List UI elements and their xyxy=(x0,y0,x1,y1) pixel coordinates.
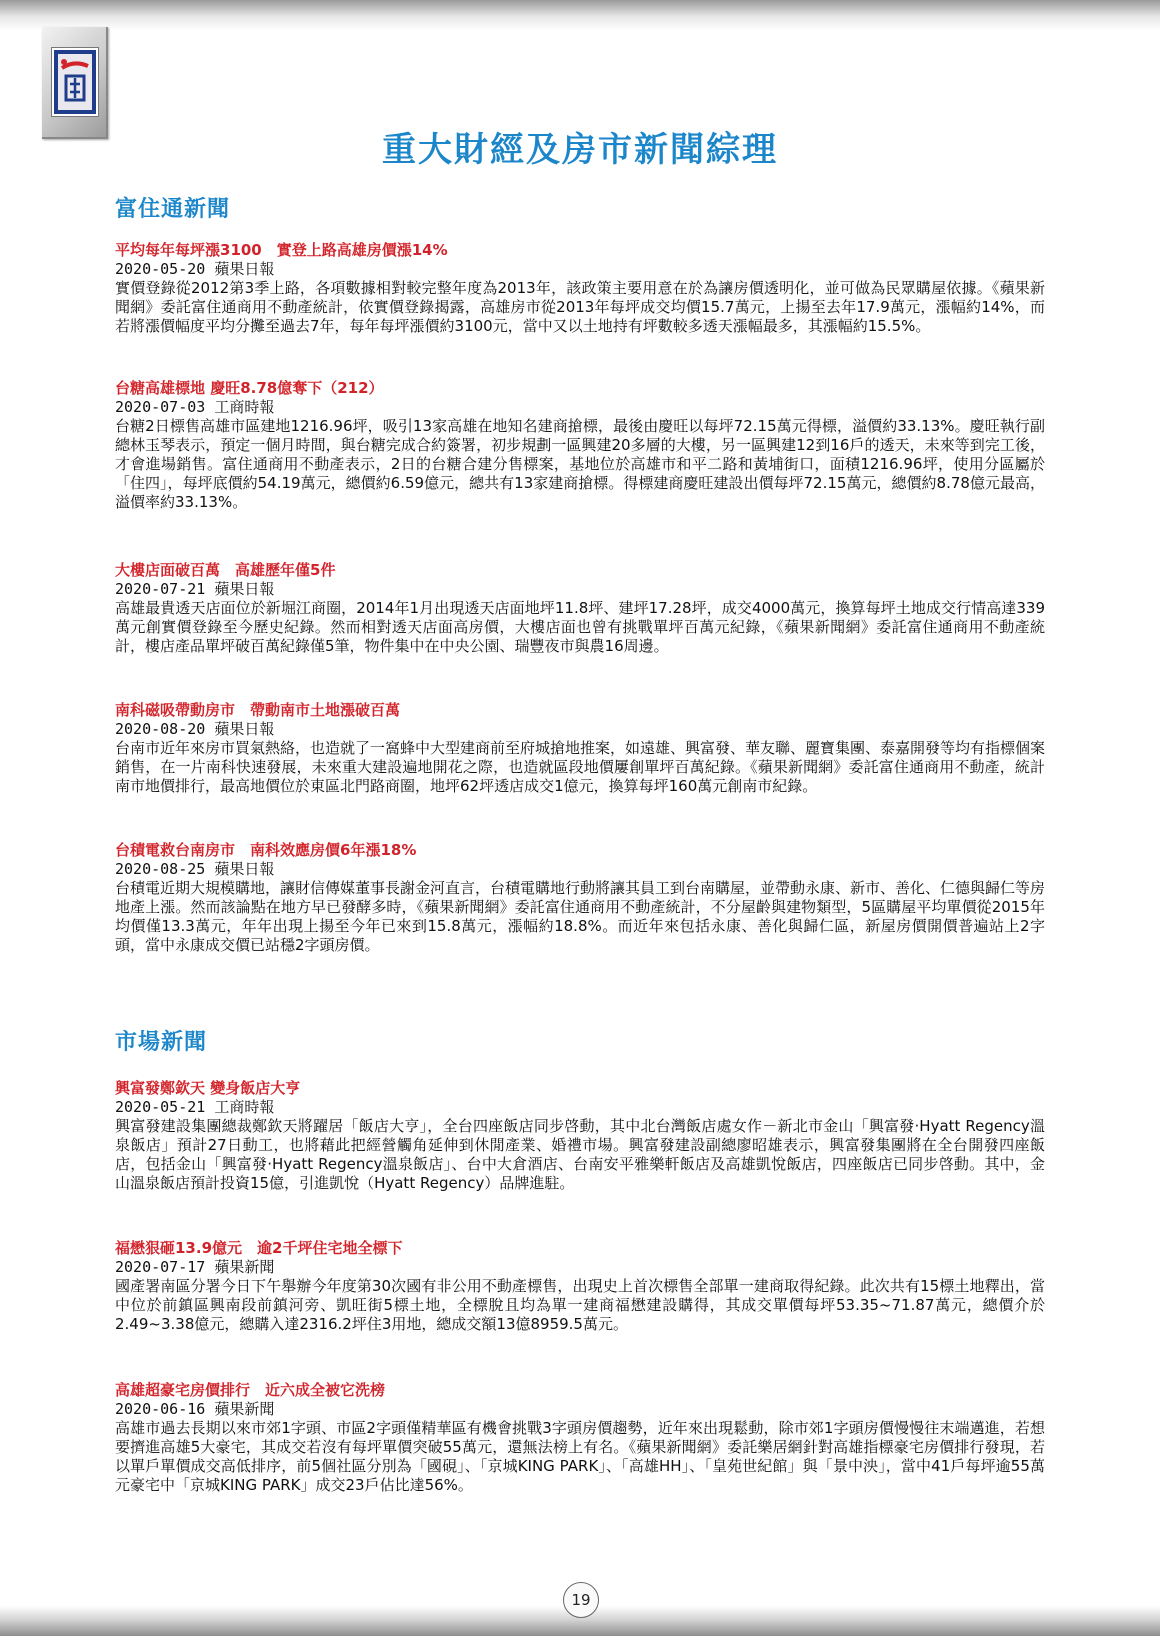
article-headline: 台積電救台南房市 南科效應房價6年漲18% xyxy=(115,841,417,859)
article-source: 蘋果日報 xyxy=(214,720,275,738)
section-title-fuzhutong: 富住通新聞 xyxy=(115,197,231,222)
article-source: 蘋果日報 xyxy=(214,260,275,278)
article-item xyxy=(115,560,1045,656)
article-headline: 平均每年每坪漲3100 實登上路高雄房價漲14% xyxy=(115,241,448,259)
article-item xyxy=(115,700,1045,796)
page-title: 重大財經及房市新聞綜理 xyxy=(382,130,778,170)
top-gradient-band xyxy=(0,0,1160,30)
article-headline: 台糖高雄標地 慶旺8.78億奪下（212） xyxy=(115,379,384,397)
article-meta xyxy=(115,860,1045,879)
article-source: 蘋果新聞 xyxy=(214,1400,275,1418)
article-item xyxy=(115,1238,1045,1334)
article-source: 蘋果新聞 xyxy=(214,1258,275,1276)
article-body: 實價登錄從2012第3季上路，各項數據相對較完整年度為2013年，該政策主要用意在於為讓房價透明化，並可做為民眾購屋依據。《蘋果新聞網》委託富住通商用不動產統計，依實價登錄揭露，高雄房市從2013年每坪成交均價15.7萬元，上揚至去年17.9萬元，漲幅約14%，而若將漲價幅度平均分攤至過去7年，每年每坪漲價約3100元，當中又以土地持有坪數較多透天漲幅最多，其漲幅約15.5%。 xyxy=(115,279,1045,335)
article-body: 高雄市過去長期以來市郊1字頭、市區2字頭僅精華區有機會挑戰3字頭房價趨勢，近年來出現鬆動，除市郊1字頭房價慢慢往末端邁進，若想要擠進高雄5大豪宅，其成交若沒有每坪單價突破55萬元，還無法榜上有名。《蘋果新聞網》委託樂居網針對高雄指標豪宅房價排行發現，若以單戶單價成交高低排序，前5個社區分別為「國硯」、「京城KING PARK」、「高雄HH」、「皇苑世紀館」與「景中泱」，當中41戶每坪逾55萬元豪宅中「京城KING PARK」成交23戶佔比達56%。 xyxy=(115,1419,1045,1494)
article-headline: 南科磁吸帶動房市 帶動南市土地漲破百萬 xyxy=(115,701,401,719)
article-body: 國產署南區分署今日下午舉辦今年度第30次國有非公用不動產標售，出現史上首次標售全部單一建商取得紀錄。此次共有15標土地釋出，當中位於前鎮區興南段前鎮河旁、凱旺街5標土地，全標脫且均為單一建商福懋建設購得，其成交單價每坪53.35~71.87萬元，總價介於2.49~3.38億元，總購入達2316.2坪住3用地，總成交額13億8959.5萬元。 xyxy=(115,1277,1045,1333)
article-item xyxy=(115,1078,1045,1193)
article-date: 2020-07-21 xyxy=(115,580,206,598)
article-date: 2020-08-20 xyxy=(115,720,206,738)
article-date: 2020-07-03 xyxy=(115,398,206,416)
article-headline: 高雄超豪宅房價排行 近六成全被它洗榜 xyxy=(115,1381,386,1399)
article-source: 蘋果日報 xyxy=(214,580,275,598)
article-meta xyxy=(115,1258,1045,1277)
article-source: 工商時報 xyxy=(214,1098,275,1116)
article-headline: 大樓店面破百萬 高雄歷年僅5件 xyxy=(115,561,336,579)
page-number: 19 xyxy=(563,1582,599,1618)
article-meta xyxy=(115,580,1045,599)
article-body: 台南市近年來房市買氣熱絡，也造就了一窩蜂中大型建商前至府城搶地推案，如遠雄、興富發、華友聯、麗寶集團、泰嘉開發等均有指標個案銷售，在一片南科快速發展，未來重大建設遍地開花之際，也造就區段地價屢創單坪百萬紀錄。《蘋果新聞網》委託富住通商用不動產，統計南市地價排行，最高地價位於東區北門路商圈，地坪62坪透店成交1億元，換算每坪160萬元創南市紀錄。 xyxy=(115,739,1046,795)
article-date: 2020-07-17 xyxy=(115,1258,206,1276)
article-item xyxy=(115,378,1045,512)
brand-logo-icon xyxy=(52,48,98,116)
article-headline: 興富發鄭欽天 變身飯店大亨 xyxy=(115,1079,301,1097)
article-meta xyxy=(115,260,1045,279)
article-date: 2020-08-25 xyxy=(115,860,206,878)
article-body: 興富發建設集團總裁鄭欽天將躍居「飯店大亨」，全台四座飯店同步啓動，其中北台灣飯店處女作－新北市金山「興富發‧Hyatt Regency溫泉飯店」預計27日動工，也將藉此把經營觸角延伸到休閒產業、婚禮市場。興富發建設副總廖昭雄表示，興富發集團將在全台開發四座飯店，包括金山「興富發‧Hyatt Regency溫泉飯店」、台中大倉酒店、台南安平雅樂軒飯店及高雄凱悅飯店，四座飯店已同步啓動。其中，金山溫泉飯店預計投資15億，引進凱悅（Hyatt Regency）品牌進駐。 xyxy=(115,1117,1045,1192)
article-meta xyxy=(115,1098,1045,1117)
article-item xyxy=(115,840,1045,955)
article-body: 高雄最貴透天店面位於新堀江商圈，2014年1月出現透天店面地坪11.8坪、建坪17.28坪，成交4000萬元，換算每坪土地成交行情高達339萬元創實價登錄至今歷史紀錄。然而相對透天店面高房價，大樓店面也曾有挑戰單坪百萬元紀錄，《蘋果新聞網》委託富住通商用不動產統計，樓店產品單坪破百萬紀錄僅5筆，物件集中在中央公園、瑞豐夜市與農16周邊。 xyxy=(115,599,1045,655)
article-source: 工商時報 xyxy=(214,398,275,416)
article-item xyxy=(115,240,1045,336)
article-date: 2020-05-20 xyxy=(115,260,206,278)
article-item xyxy=(115,1380,1045,1495)
section-title-market: 市場新聞 xyxy=(115,1030,208,1055)
article-date: 2020-05-21 xyxy=(115,1098,206,1116)
article-body: 台糖2日標售高雄市區建地1216.96坪，吸引13家高雄在地知名建商搶標，最後由慶旺以每坪72.15萬元得標，溢價約33.13%。慶旺執行副總林玉琴表示，預定一個月時間，與台糖完成合約簽署，初步規劃一區興建20多層的大樓，另一區興建12到16戶的透天，未來等到完工後，才會進場銷售。富住通商用不動產表示，2日的台糖合建分售標案，基地位於高雄市和平二路和黃埔街口，面積1216.96坪，使用分區屬於「住四」，每坪底價約54.19萬元，總價約6.59億元，總共有13家建商搶標。得標建商慶旺建設出價每坪72.15萬元，總價約8.78億元最高，溢價率約33.13%。 xyxy=(115,417,1045,511)
article-meta xyxy=(115,398,1045,417)
article-headline: 福懋狠砸13.9億元 逾2千坪住宅地全標下 xyxy=(115,1239,403,1257)
article-meta xyxy=(115,1400,1045,1419)
article-body: 台積電近期大規模購地，讓財信傳媒董事長謝金河直言，台積電購地行動將讓其員工到台南購屋，並帶動永康、新市、善化、仁德與歸仁等房地產上漲。然而該論點在地方早已發酵多時，《蘋果新聞網》委託富住通商用不動產統計，不分屋齡與建物類型，5區購屋平均單價從2015年均價僅13.3萬元，年年出現上揚至今年已來到15.8萬元，漲幅約18.8%。而近年來包括永康、善化與歸仁區，新屋房價開價普遍站上2字頭，當中永康成交價已站穩2字頭房價。 xyxy=(115,879,1046,954)
article-source: 蘋果日報 xyxy=(214,860,275,878)
article-date: 2020-06-16 xyxy=(115,1400,206,1418)
article-meta xyxy=(115,720,1045,739)
